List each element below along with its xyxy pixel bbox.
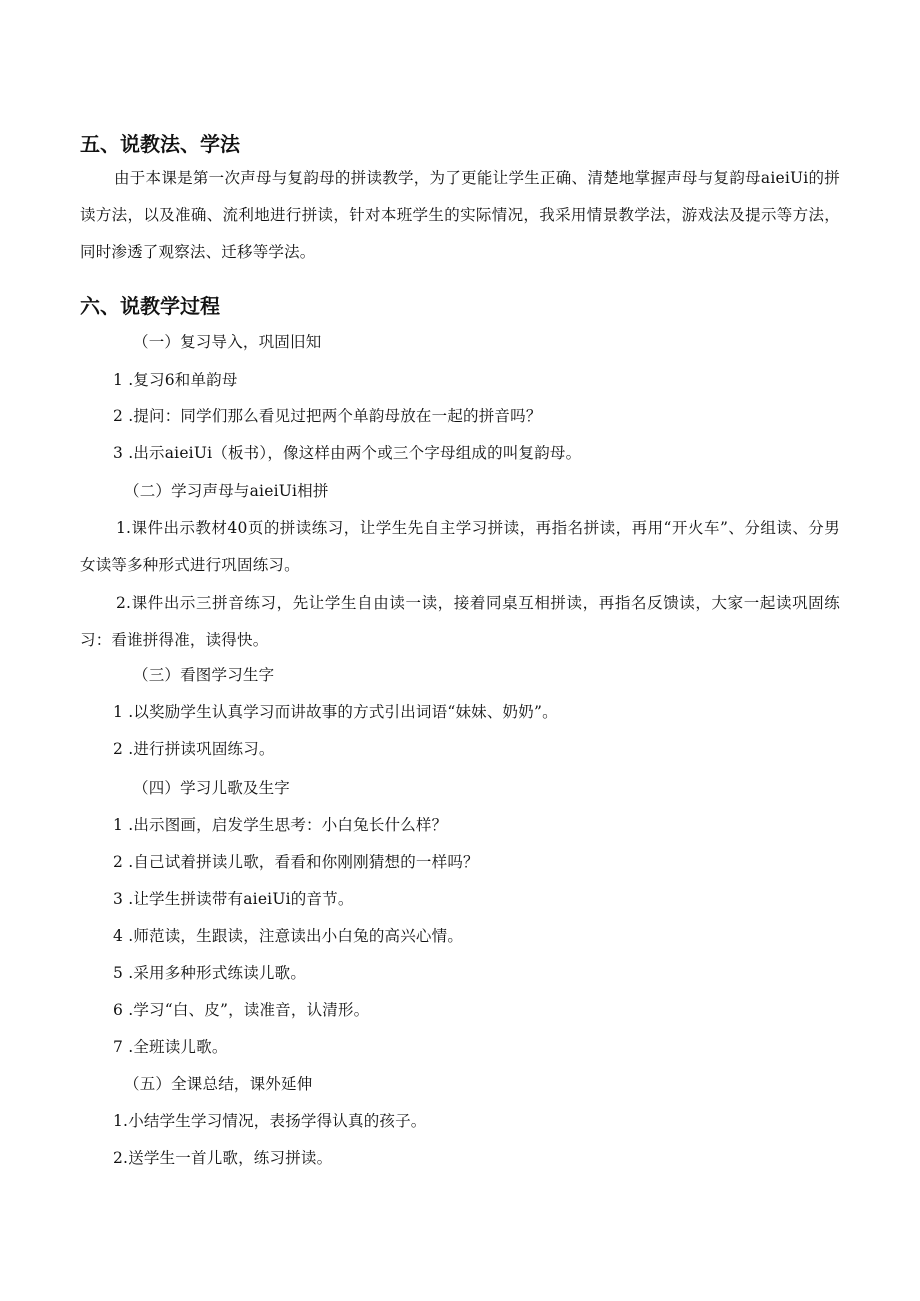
part2-paragraph-2: 2.课件出示三拼音练习，先让学生自由读一读，接着同桌互相拼读，再指名反馈读，大家一起读巩固练习：看谁拼得准，读得快。: [80, 594, 840, 649]
part5-item-1: 1.小结学生学习情况，表扬学得认真的孩子。: [113, 1112, 427, 1130]
section5-heading: 五、说教法、学法: [80, 132, 240, 156]
part5-title: （五）全课总结，课外延伸: [124, 1075, 313, 1093]
section5-paragraph: 由于本课是第一次声母与复韵母的拼读教学，为了更能让学生正确、清楚地掌握声母与复韵母aieiUi的拼读方法，以及准确、流利地进行拼读，针对本班学生的实际情况，我采用情景教学法，游戏法及提示等方法，同时渗透了观察法、迁移等学法。: [80, 169, 840, 261]
part1-title: （一）复习导入，巩固旧知: [133, 333, 322, 351]
part4-title: （四）学习儿歌及生字: [133, 779, 291, 797]
section6-heading: 六、说教学过程: [80, 294, 220, 318]
part4-item-3: 3 .让学生拼读带有aieiUi的音节。: [113, 890, 354, 908]
part1-item-3: 3 .出示aieiUi（板书），像这样由两个或三个字母组成的叫复韵母。: [113, 444, 582, 462]
part5-item-2: 2.送学生一首儿歌，练习拼读。: [113, 1149, 333, 1167]
part4-item-4: 4 .师范读，生跟读，注意读出小白兔的高兴心情。: [113, 927, 464, 945]
part2-title: （二）学习声母与aieiUi相拼: [124, 482, 329, 500]
part4-item-2: 2 .自己试着拼读儿歌，看看和你刚刚猜想的一样吗？: [113, 853, 479, 871]
part4-item-7: 7 .全班读儿歌。: [113, 1038, 228, 1056]
part4-item-1: 1 .出示图画，启发学生思考：小白兔长什么样？: [113, 816, 448, 834]
part4-item-5: 5 .采用多种形式练读儿歌。: [113, 964, 307, 982]
part3-item-1: 1 .以奖励学生认真学习而讲故事的方式引出词语“妹妹、奶奶”。: [113, 703, 558, 721]
part4-item-6: 6 .学习“白、皮”，读准音，认清形。: [113, 1001, 370, 1019]
part1-item-2: 2 .提问：同学们那么看见过把两个单韵母放在一起的拼音吗？: [113, 407, 542, 425]
part1-item-1: 1 .复习6和单韵母: [113, 371, 238, 389]
part3-item-2: 2 .进行拼读巩固练习。: [113, 740, 275, 758]
part2-paragraph-1: 1.课件出示教材40页的拼读练习，让学生先自主学习拼读，再指名拼读，再用“开火车”、分组读、分男女读等多种形式进行巩固练习。: [80, 519, 840, 574]
part3-title: （三）看图学习生字: [133, 666, 275, 684]
